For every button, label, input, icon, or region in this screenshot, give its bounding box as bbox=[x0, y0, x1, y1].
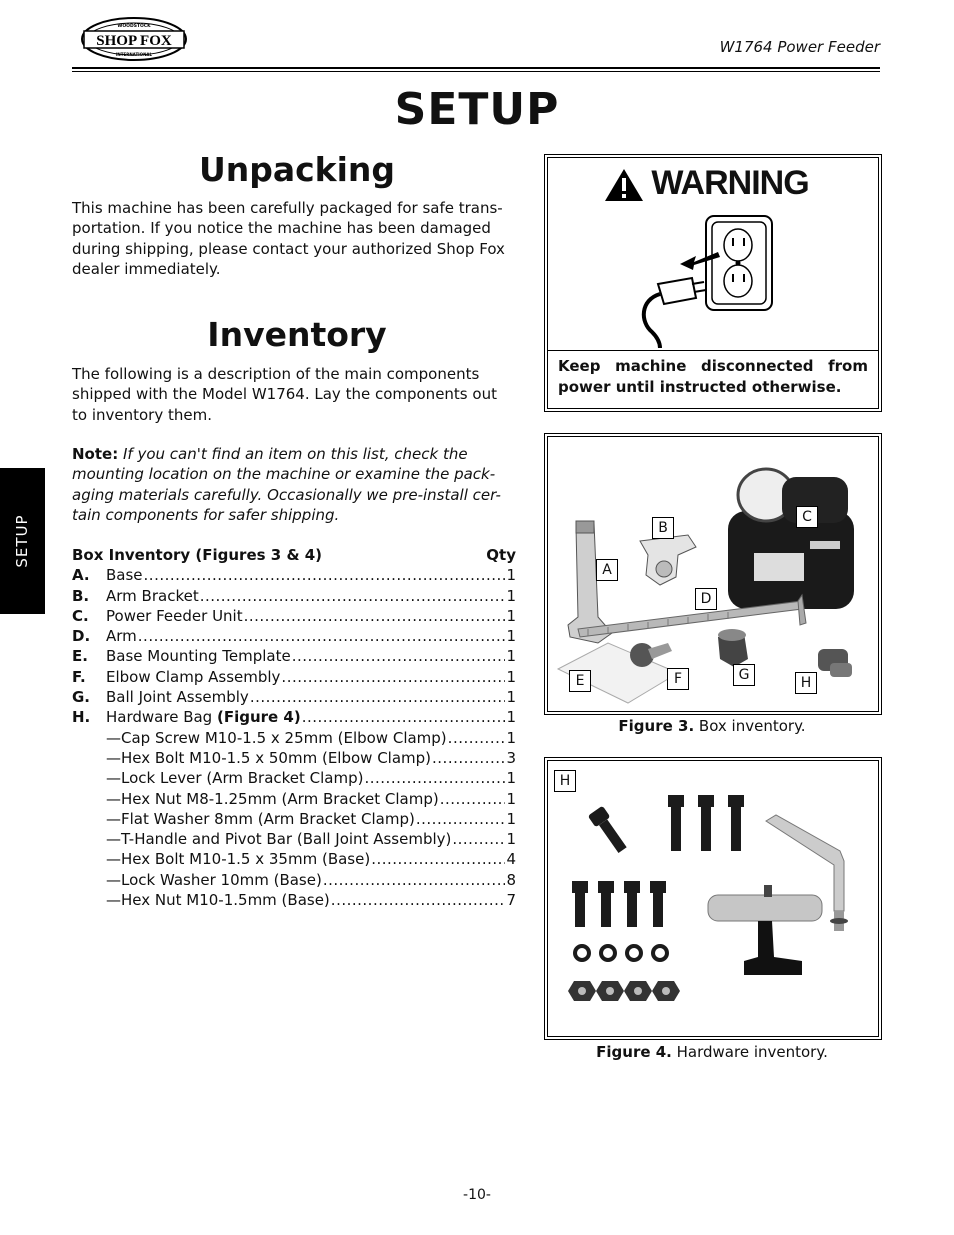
page-number: -10- bbox=[463, 1187, 491, 1203]
figure3-caption bbox=[544, 717, 880, 735]
paragraph-line: The following is a description of the main components bbox=[72, 365, 480, 383]
dot-leader bbox=[292, 646, 506, 666]
note-line: aging materials carefully. Occasionally we pre-install cer- bbox=[72, 485, 501, 504]
paragraph-line: This machine has been carefully packaged for safe trans- bbox=[72, 199, 503, 217]
item-name-text: Elbow Clamp Assembly bbox=[106, 667, 281, 686]
figure4-caption-label: Figure 4. bbox=[596, 1043, 672, 1061]
callout-c: C bbox=[796, 506, 818, 528]
inventory-item bbox=[72, 606, 516, 626]
item-qty: 1 bbox=[506, 566, 516, 585]
box-inventory-photo bbox=[548, 437, 877, 709]
callout-b: B bbox=[652, 517, 674, 539]
item-qty: 1 bbox=[506, 647, 516, 666]
logo-small-top: WOODSTOCK bbox=[117, 24, 151, 29]
dot-leader bbox=[244, 606, 506, 626]
hardware-sub-item bbox=[72, 748, 516, 768]
item-name-text: Power Feeder Unit bbox=[106, 606, 243, 625]
sub-item-qty: 1 bbox=[506, 728, 516, 747]
hardware-sub-item bbox=[72, 870, 516, 890]
sub-item-qty: 1 bbox=[506, 769, 516, 788]
hardware-sub-item bbox=[72, 890, 516, 910]
dot-leader bbox=[138, 626, 506, 646]
item-name bbox=[106, 687, 249, 707]
item-letter: C. bbox=[72, 606, 89, 625]
item-name-text: Ball Joint Assembly bbox=[106, 688, 249, 707]
item-qty: 1 bbox=[506, 688, 516, 707]
paragraph-line: to inventory them. bbox=[72, 405, 212, 424]
item-figure-ref: (Figure 4) bbox=[216, 708, 301, 727]
inventory-intro bbox=[72, 364, 517, 425]
item-name bbox=[106, 565, 143, 585]
dot-leader bbox=[448, 728, 506, 748]
dot-leader bbox=[250, 687, 506, 707]
note-line: If you can't find an item on this list, check the bbox=[122, 445, 468, 463]
inventory-table-header bbox=[72, 545, 516, 565]
callout-h: H bbox=[554, 770, 576, 792]
sub-item-name: —Cap Screw M10-1.5 x 25mm (Elbow Clamp) bbox=[106, 728, 447, 747]
inventory-item bbox=[72, 626, 516, 646]
inventory-note bbox=[72, 444, 517, 525]
sub-item-name: —Hex Nut M10-1.5mm (Base) bbox=[106, 891, 330, 910]
sub-item-qty: 3 bbox=[506, 748, 516, 767]
section-side-tab bbox=[0, 468, 45, 614]
hardware-inventory-photo bbox=[548, 761, 877, 1034]
inventory-item bbox=[72, 646, 516, 666]
item-letter: H. bbox=[72, 708, 91, 727]
logo-text: SHOP FOX bbox=[96, 33, 172, 49]
warning-title: WARNING bbox=[651, 164, 809, 202]
sub-item-name: —Flat Washer 8mm (Arm Bracket Clamp) bbox=[106, 809, 415, 828]
figure3-caption-text: Box inventory. bbox=[694, 717, 806, 735]
item-letter: G. bbox=[72, 688, 91, 707]
dot-leader bbox=[432, 748, 505, 768]
dot-leader bbox=[331, 890, 506, 910]
unpacking-paragraph bbox=[72, 198, 517, 279]
item-name bbox=[106, 586, 199, 606]
item-qty: 1 bbox=[506, 708, 516, 727]
sub-item-name: —Hex Bolt M10-1.5 x 35mm (Base) bbox=[106, 850, 371, 869]
qty-header: Qty bbox=[486, 546, 516, 564]
shop-fox-logo bbox=[80, 16, 188, 62]
item-letter: D. bbox=[72, 627, 91, 646]
item-name-text: Arm bbox=[106, 627, 137, 646]
logo-small-bottom: INTERNATIONAL bbox=[115, 52, 153, 57]
item-name bbox=[106, 606, 243, 626]
sub-item-qty: 1 bbox=[506, 789, 516, 808]
inventory-item bbox=[72, 586, 516, 606]
figure4-caption-text: Hardware inventory. bbox=[671, 1043, 828, 1061]
sub-item-name: —Hex Bolt M10-1.5 x 50mm (Elbow Clamp) bbox=[106, 748, 432, 767]
paragraph-line: during shipping, please contact your authorized Shop Fox bbox=[72, 239, 505, 258]
hardware-sub-item bbox=[72, 768, 516, 788]
header-rule bbox=[72, 67, 880, 69]
sub-item-name: —Lock Lever (Arm Bracket Clamp) bbox=[106, 769, 364, 788]
callout-a: A bbox=[596, 559, 618, 581]
header-rule-thin bbox=[72, 71, 880, 72]
item-qty: 1 bbox=[506, 606, 516, 625]
callout-h: H bbox=[795, 672, 817, 694]
box-inventory-list bbox=[72, 545, 516, 910]
dot-leader bbox=[281, 667, 505, 687]
callout-g: G bbox=[733, 664, 755, 686]
model-title: W1764 Power Feeder bbox=[719, 38, 880, 56]
hardware-sub-item bbox=[72, 809, 516, 829]
dot-leader bbox=[452, 829, 505, 849]
item-letter: E. bbox=[72, 647, 88, 666]
hardware-sub-item bbox=[72, 789, 516, 809]
note-line: tain components for safer shipping. bbox=[72, 505, 340, 524]
callout-e: E bbox=[569, 670, 591, 692]
item-qty: 1 bbox=[506, 667, 516, 686]
warning-message bbox=[558, 356, 868, 398]
paragraph-line: dealer immediately. bbox=[72, 259, 221, 278]
warning-message-line: power until instructed otherwise. bbox=[558, 378, 842, 396]
note-line: mounting location on the machine or examine the pack- bbox=[72, 465, 496, 484]
item-qty: 1 bbox=[506, 586, 516, 605]
page-title: SETUP bbox=[394, 84, 560, 135]
item-letter: B. bbox=[72, 586, 90, 605]
item-name bbox=[106, 646, 291, 666]
sub-item-name: —T-Handle and Pivot Bar (Ball Joint Assembly) bbox=[106, 830, 452, 849]
dot-leader bbox=[416, 809, 506, 829]
dot-leader bbox=[371, 849, 505, 869]
unpacking-heading: Unpacking bbox=[198, 150, 396, 189]
inventory-item bbox=[72, 707, 516, 727]
figure3-caption-label: Figure 3. bbox=[618, 717, 695, 735]
sub-item-qty: 8 bbox=[506, 870, 516, 889]
note-label: Note: bbox=[72, 445, 119, 463]
item-name-text: Base Mounting Template bbox=[106, 647, 291, 666]
callout-d: D bbox=[695, 588, 717, 610]
item-name-text: Arm Bracket bbox=[106, 586, 199, 605]
item-name bbox=[106, 707, 301, 727]
inventory-item bbox=[72, 667, 516, 687]
dot-leader bbox=[364, 768, 505, 788]
inventory-heading: Inventory bbox=[207, 315, 387, 354]
sub-item-qty: 1 bbox=[506, 830, 516, 849]
side-tab-label: SETUP bbox=[13, 514, 31, 568]
inventory-header-label: Box Inventory (Figures 3 & 4) bbox=[72, 546, 323, 564]
dot-leader bbox=[323, 870, 506, 890]
sub-item-qty: 1 bbox=[506, 809, 516, 828]
dot-leader bbox=[200, 586, 506, 606]
item-name-text: Hardware Bag bbox=[106, 708, 217, 727]
sub-item-name: —Lock Washer 10mm (Base) bbox=[106, 870, 322, 889]
inventory-item bbox=[72, 565, 516, 585]
unplug-illustration bbox=[630, 212, 780, 348]
hardware-sub-item bbox=[72, 829, 516, 849]
hardware-sub-item bbox=[72, 849, 516, 869]
inventory-item bbox=[72, 687, 516, 707]
paragraph-line: shipped with the Model W1764. Lay the components out bbox=[72, 385, 497, 404]
warning-message-line: Keep machine disconnected from bbox=[558, 357, 868, 375]
dot-leader bbox=[302, 707, 506, 727]
figure4-caption bbox=[544, 1043, 880, 1061]
hardware-sub-item bbox=[72, 728, 516, 748]
item-name bbox=[106, 667, 280, 687]
item-letter: A. bbox=[72, 566, 90, 585]
sub-item-qty: 7 bbox=[506, 891, 516, 910]
item-letter: F. bbox=[72, 667, 86, 686]
item-name bbox=[106, 626, 137, 646]
sub-item-name: —Hex Nut M8-1.25mm (Arm Bracket Clamp) bbox=[106, 789, 439, 808]
item-qty: 1 bbox=[506, 627, 516, 646]
dot-leader bbox=[144, 565, 506, 585]
callout-f: F bbox=[667, 668, 689, 690]
warning-divider bbox=[547, 350, 878, 351]
item-name-text: Base bbox=[106, 566, 143, 585]
paragraph-line: portation. If you notice the machine has been damaged bbox=[72, 219, 491, 238]
sub-item-qty: 4 bbox=[506, 850, 516, 869]
dot-leader bbox=[440, 789, 506, 809]
